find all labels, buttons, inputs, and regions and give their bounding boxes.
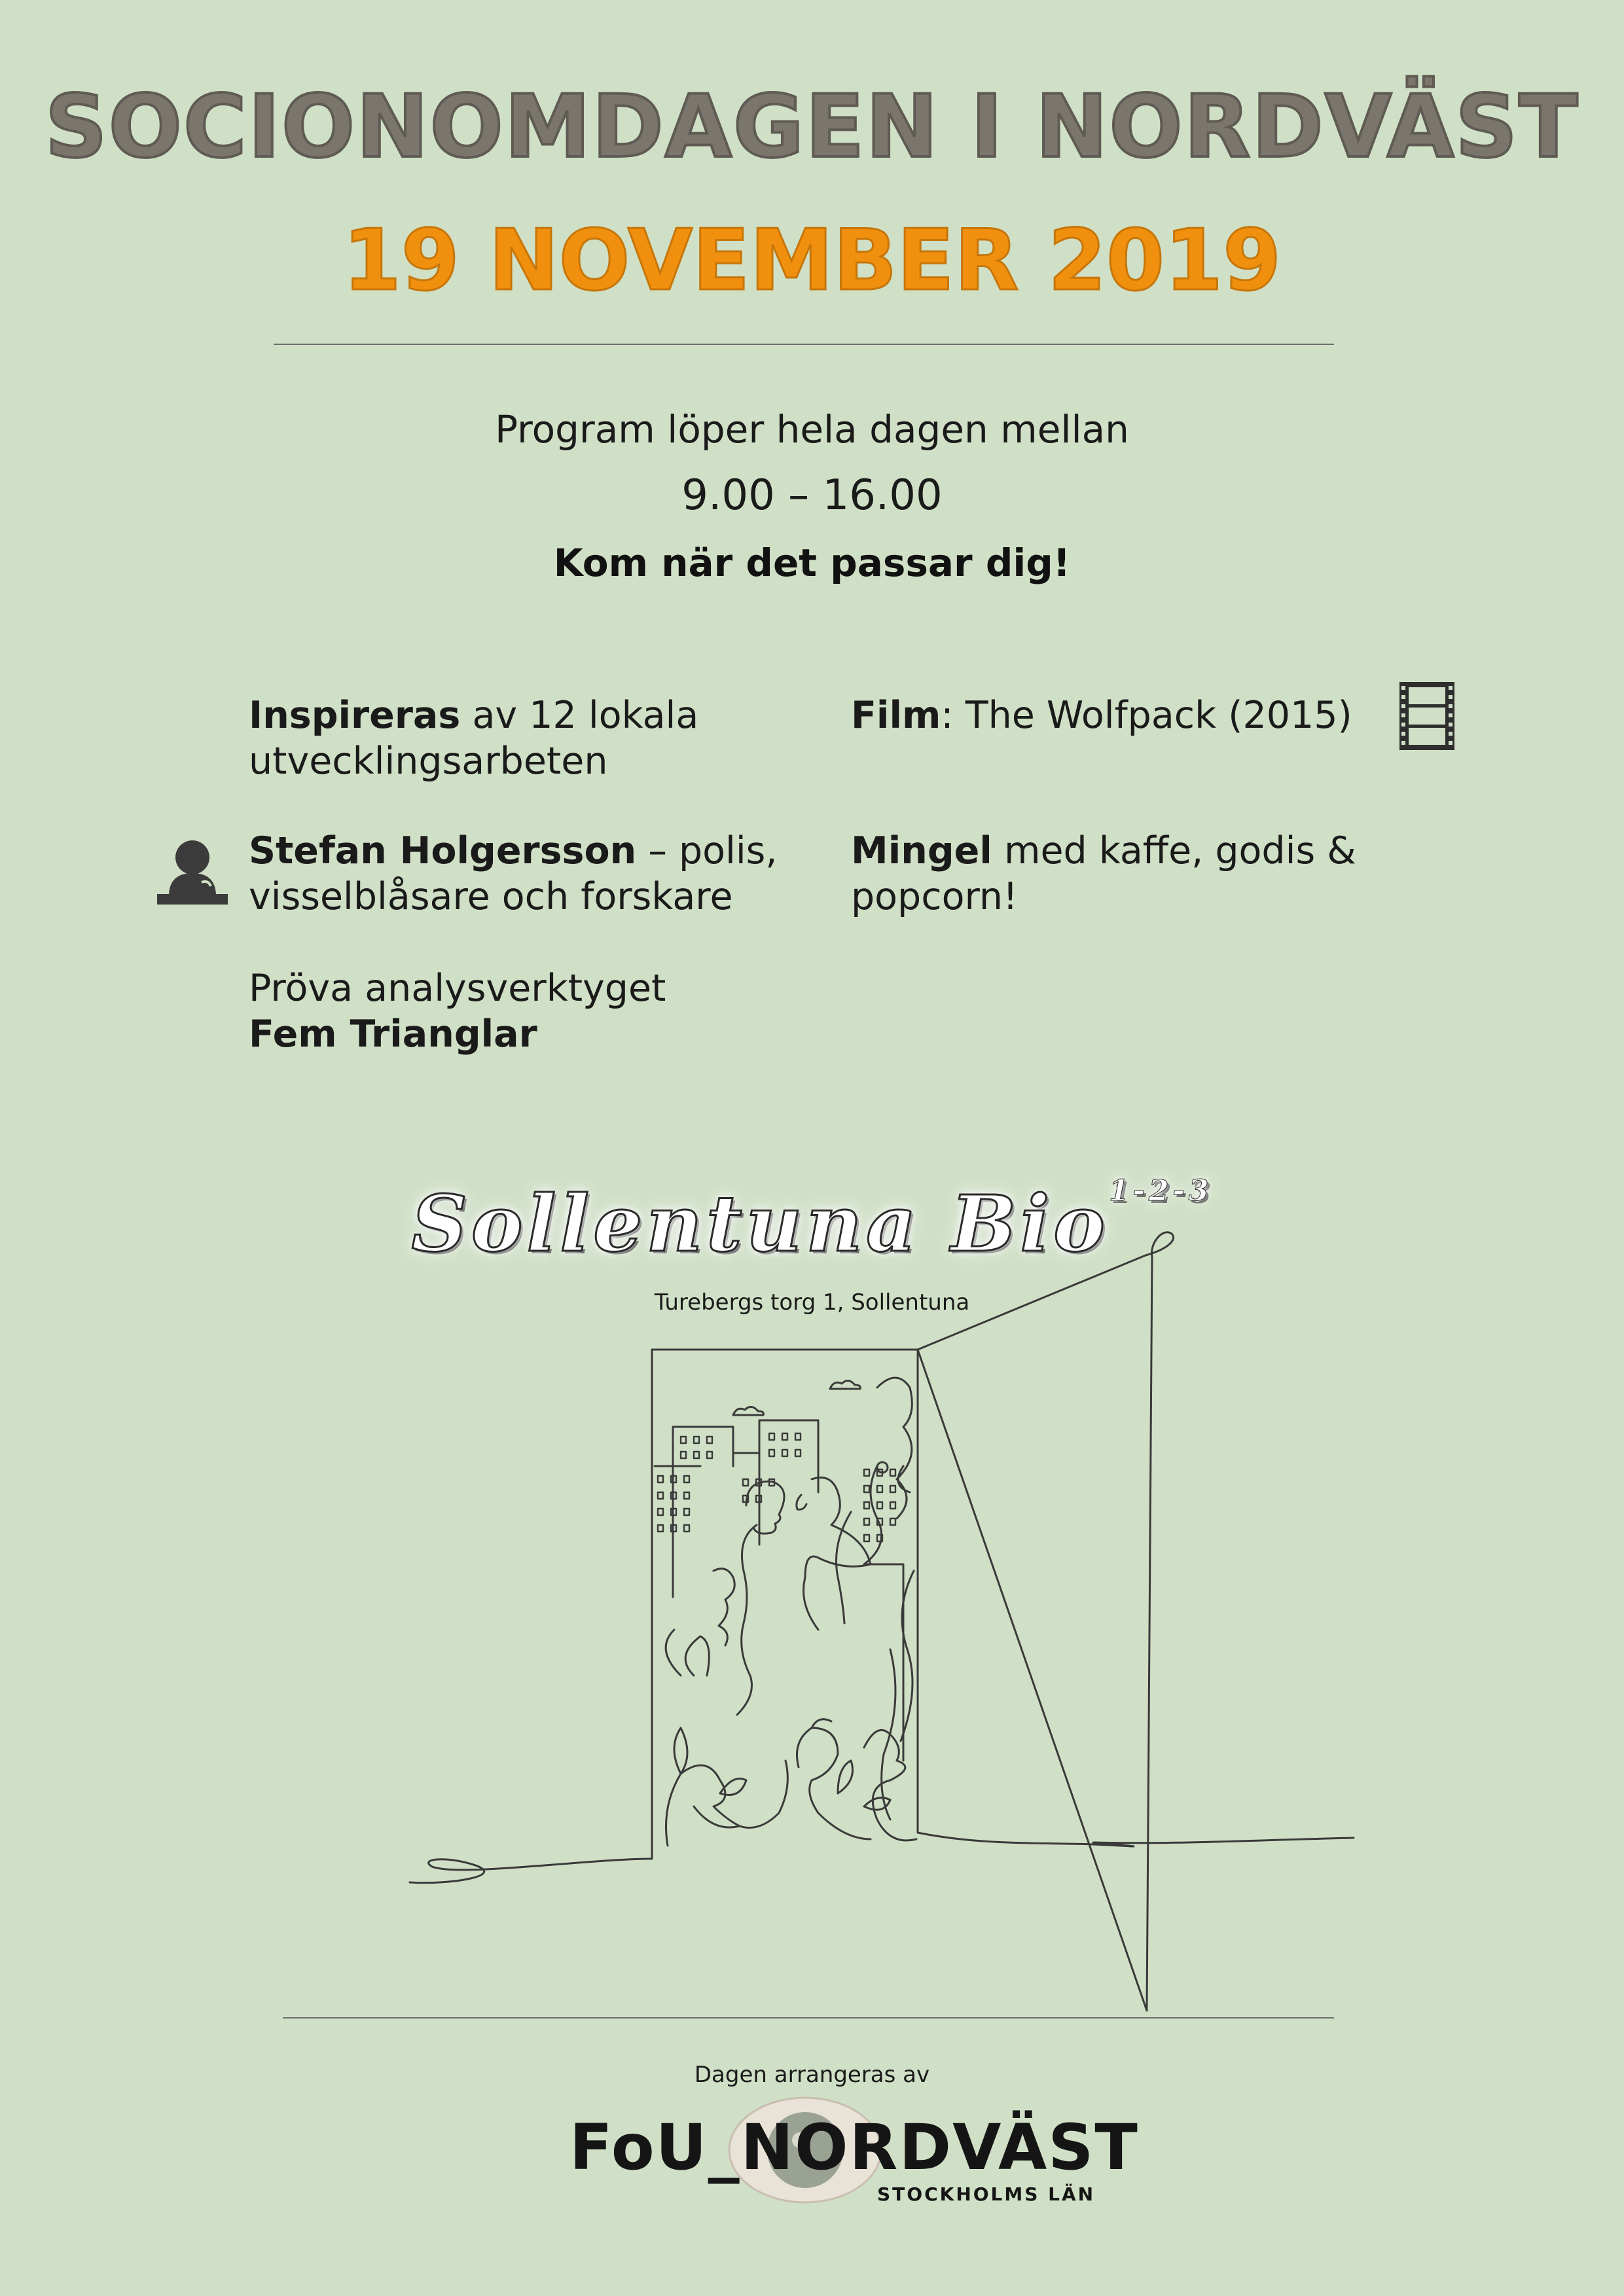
item-film-bold: Film [851, 694, 941, 737]
item-speaker-bold: Stefan Holgersson [249, 829, 637, 872]
program-cta: Kom när det passar dig! [553, 541, 1071, 585]
fou-nordvast-logo: FoU_NORDVÄST [569, 2111, 1139, 2184]
item-tool [249, 965, 838, 1057]
event-title: SOCIONOMDAGEN I NORDVÄST [45, 77, 1579, 177]
item-film-text: : The Wolfpack (2015) [941, 694, 1352, 737]
top-divider [274, 344, 1334, 345]
item-inspire [249, 692, 812, 784]
program-intro: Program löper hela dagen mellan [495, 407, 1129, 452]
venue-logo-superscript: 1-2-3 [1108, 1174, 1213, 1208]
item-speaker [249, 828, 838, 920]
venue-address: Turebergs torg 1, Sollentuna [654, 1289, 970, 1316]
item-speaker-text-2: visselblåsare och forskare [249, 875, 733, 918]
program-time: 9.00 – 16.00 [681, 471, 943, 520]
item-inspire-text: av 12 lokala [460, 694, 699, 737]
film-strip-icon [1398, 681, 1456, 751]
bottom-divider [283, 2017, 1334, 2018]
item-tool-bold: Fem Trianglar [249, 1013, 537, 1056]
item-mingle-bold: Mingel [851, 829, 992, 872]
event-date: 19 NOVEMBER 2019 [342, 212, 1282, 310]
person-at-podium-icon [156, 839, 229, 908]
fou-nordvast-subtitle: STOCKHOLMS LÄN [877, 2183, 1096, 2205]
door-city-illustration [393, 1204, 1362, 2022]
item-inspire-bold: Inspireras [249, 694, 461, 737]
item-mingle [851, 828, 1440, 920]
item-inspire-text-2: utvecklingsarbeten [249, 740, 608, 783]
arranged-by-text: Dagen arrangeras av [694, 2062, 930, 2088]
item-mingle-text: med kaffe, godis & [992, 829, 1356, 872]
item-film [851, 692, 1414, 738]
item-speaker-text: – polis, [636, 829, 778, 872]
item-mingle-text-2: popcorn! [851, 875, 1018, 918]
venue-logo-text: Sollentuna Bio [411, 1178, 1109, 1269]
item-tool-text: Pröva analysverktyget [249, 967, 666, 1010]
